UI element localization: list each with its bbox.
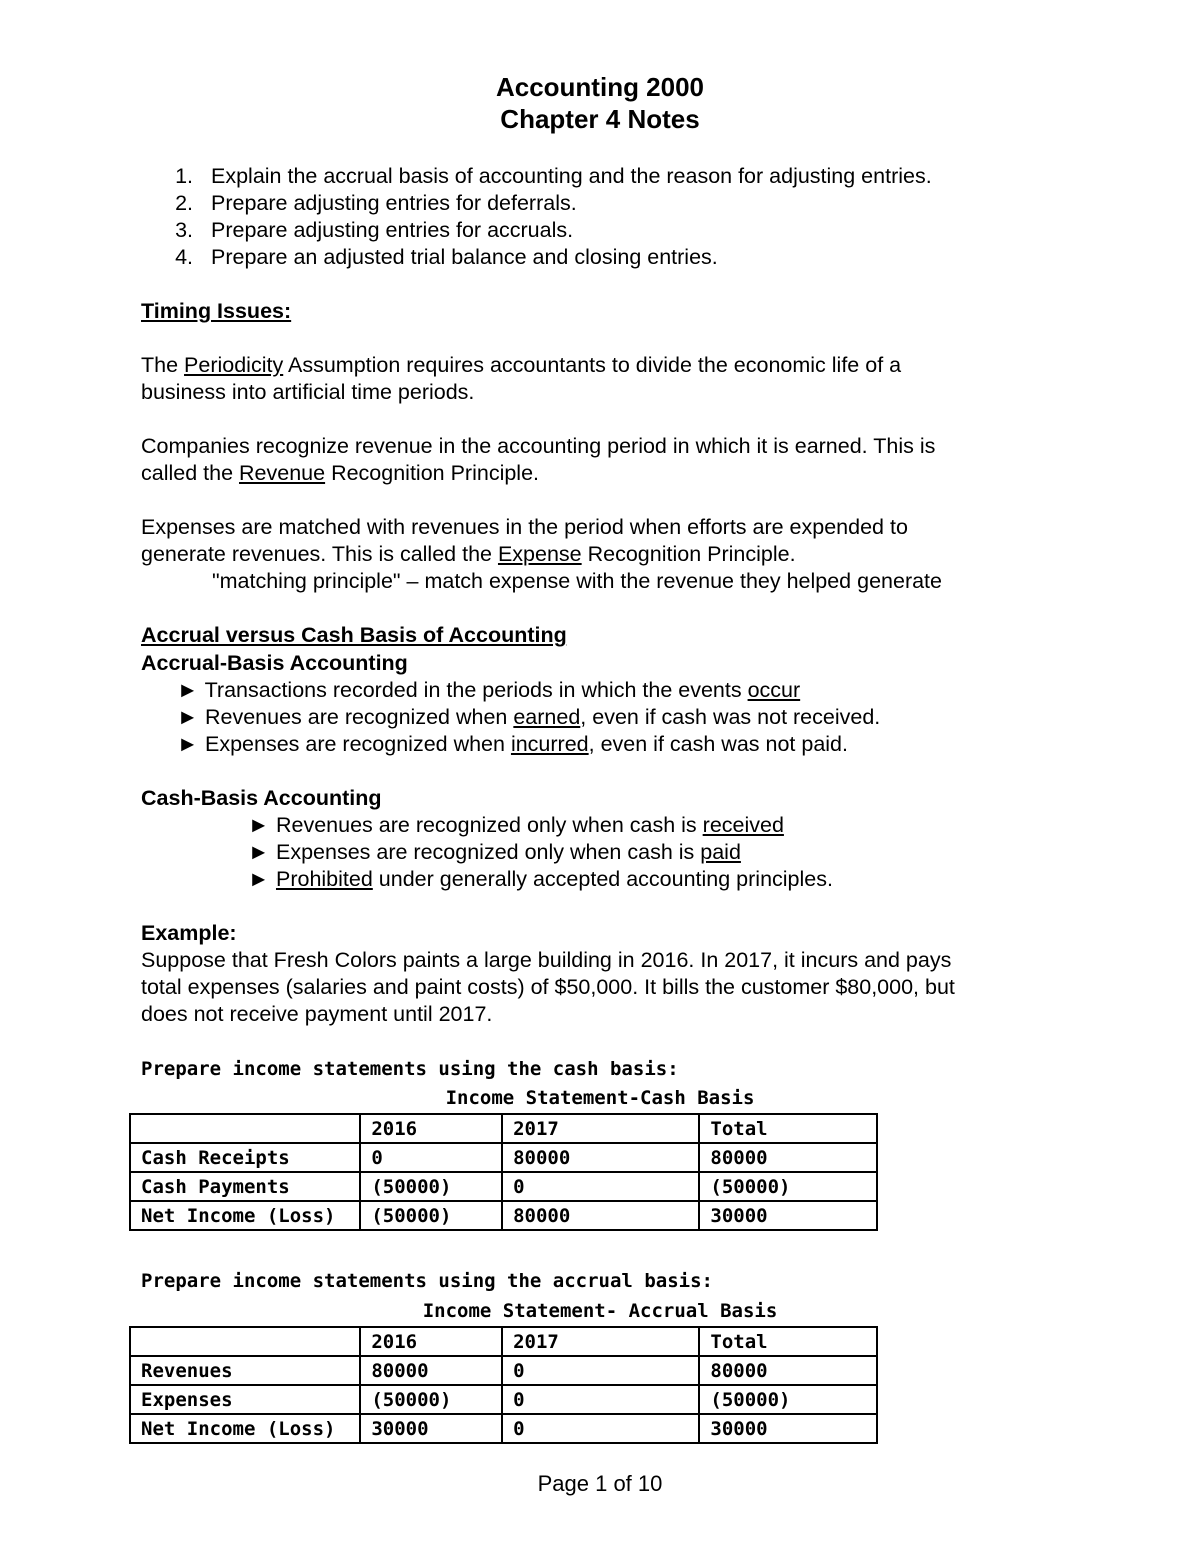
table-header-row bbox=[130, 1114, 877, 1143]
paragraph-line bbox=[141, 541, 796, 568]
text-span: Recognition Principle. bbox=[325, 461, 540, 485]
paragraph-line bbox=[141, 352, 901, 379]
list-number: 2. bbox=[175, 191, 193, 215]
accrual-basis-table bbox=[129, 1326, 878, 1444]
text-span: generate revenues. This is called the bbox=[141, 542, 498, 566]
paragraph-line: Companies recognize revenue in the accounting period in which it is earned. This is bbox=[141, 434, 936, 458]
text-span: Revenues are recognized when bbox=[204, 705, 514, 729]
table-row bbox=[130, 1172, 877, 1201]
doc-title: Accounting 2000 bbox=[495, 72, 705, 102]
table-cell: 80000 bbox=[699, 1356, 877, 1385]
underlined-term: earned bbox=[513, 705, 581, 729]
bullet-item bbox=[177, 677, 800, 704]
page-number: Page 1 of 10 bbox=[537, 1471, 663, 1496]
text-span: Assumption requires accountants to divide the economic life of a bbox=[283, 353, 902, 377]
list-number: 1. bbox=[175, 164, 193, 188]
paragraph-line: Suppose that Fresh Colors paints a large building in 2016. In 2017, it incurs and pays bbox=[141, 948, 952, 972]
text-span: , even if cash was not received. bbox=[580, 705, 881, 729]
bullet-item bbox=[248, 866, 833, 893]
paragraph-line: does not receive payment until 2017. bbox=[141, 1002, 493, 1026]
list-number: 4. bbox=[175, 245, 193, 269]
cash-basis-table bbox=[129, 1113, 878, 1231]
text-span: Expenses are recognized when bbox=[204, 732, 511, 756]
table-cell: 80000 bbox=[360, 1356, 502, 1385]
bullet-item bbox=[248, 812, 784, 839]
accrual-statement-caption: Income Statement- Accrual Basis bbox=[422, 1300, 778, 1322]
table-row bbox=[130, 1414, 877, 1443]
list-text: Explain the accrual basis of accounting and the reason for adjusting entries. bbox=[211, 164, 932, 188]
table-cell: Net Income (Loss) bbox=[130, 1414, 360, 1443]
table-row bbox=[130, 1143, 877, 1172]
table-cell: Cash Receipts bbox=[130, 1143, 360, 1172]
text-span: Revenues are recognized only when cash is bbox=[275, 813, 703, 837]
bullet-arrow-icon: ► bbox=[248, 813, 270, 837]
table-cell: 80000 bbox=[502, 1143, 699, 1172]
table-header-row bbox=[130, 1327, 877, 1356]
table-cell: Total bbox=[699, 1114, 877, 1143]
underlined-term: occur bbox=[747, 678, 801, 702]
table-cell: 0 bbox=[502, 1414, 699, 1443]
table-cell: 30000 bbox=[699, 1201, 877, 1230]
text-span: , even if cash was not paid. bbox=[588, 732, 848, 756]
underlined-term: Revenue bbox=[239, 461, 326, 485]
subheading-cash-basis: Cash-Basis Accounting bbox=[141, 786, 382, 810]
section-heading-example: Example: bbox=[141, 921, 237, 945]
table-cell: Net Income (Loss) bbox=[130, 1201, 360, 1230]
text-span: Recognition Principle. bbox=[581, 542, 796, 566]
subheading-accrual-basis: Accrual-Basis Accounting bbox=[141, 651, 408, 675]
table-row bbox=[130, 1356, 877, 1385]
table-cell: (50000) bbox=[699, 1172, 877, 1201]
table-cell: 2016 bbox=[360, 1327, 502, 1356]
table-row bbox=[130, 1385, 877, 1414]
bullet-arrow-icon: ► bbox=[248, 867, 270, 891]
paragraph-line: total expenses (salaries and paint costs) of $50,000. It bills the customer $80,000, but bbox=[141, 975, 955, 999]
list-number: 3. bbox=[175, 218, 193, 242]
text-span: under generally accepted accounting principles. bbox=[372, 867, 833, 891]
bullet-item bbox=[177, 731, 848, 758]
table-cell: (50000) bbox=[360, 1172, 502, 1201]
list-text: Prepare adjusting entries for accruals. bbox=[211, 218, 574, 242]
text-span: The bbox=[141, 353, 185, 377]
text-span: Expenses are recognized only when cash is bbox=[275, 840, 701, 864]
section-heading-accrual-vs-cash: Accrual versus Cash Basis of Accounting bbox=[141, 623, 567, 647]
underlined-term: incurred bbox=[510, 732, 589, 756]
paragraph-line: "matching principle" – match expense with the revenue they helped generate bbox=[212, 569, 942, 593]
cash-statement-prompt: Prepare income statements using the cash basis: bbox=[141, 1058, 679, 1080]
section-heading-timing: Timing Issues: bbox=[141, 299, 292, 323]
cash-statement-caption: Income Statement-Cash Basis bbox=[445, 1087, 755, 1109]
text-span: Transactions recorded in the periods in which the events bbox=[204, 678, 748, 702]
table-cell: (50000) bbox=[360, 1385, 502, 1414]
bullet-item bbox=[177, 704, 880, 731]
table-row bbox=[130, 1201, 877, 1230]
table-cell: 0 bbox=[502, 1172, 699, 1201]
table-cell: 80000 bbox=[699, 1143, 877, 1172]
accrual-statement-prompt: Prepare income statements using the accrual basis: bbox=[141, 1270, 713, 1292]
table-cell: 2017 bbox=[502, 1114, 699, 1143]
table-cell: (50000) bbox=[360, 1201, 502, 1230]
bullet-item bbox=[248, 839, 741, 866]
table-cell: 80000 bbox=[502, 1201, 699, 1230]
paragraph-line: Expenses are matched with revenues in the period when efforts are expended to bbox=[141, 515, 908, 539]
paragraph-line bbox=[141, 460, 539, 487]
table-cell: 2017 bbox=[502, 1327, 699, 1356]
table-cell: 30000 bbox=[360, 1414, 502, 1443]
bullet-arrow-icon: ► bbox=[177, 732, 199, 756]
table-cell bbox=[130, 1114, 360, 1143]
underlined-term: paid bbox=[700, 840, 741, 864]
table-cell: 2016 bbox=[360, 1114, 502, 1143]
underlined-term: received bbox=[702, 813, 784, 837]
table-cell: Total bbox=[699, 1327, 877, 1356]
table-cell bbox=[130, 1327, 360, 1356]
table-cell: Expenses bbox=[130, 1385, 360, 1414]
bullet-arrow-icon: ► bbox=[177, 678, 199, 702]
bullet-arrow-icon: ► bbox=[248, 840, 270, 864]
doc-subtitle: Chapter 4 Notes bbox=[500, 104, 700, 134]
table-cell: 0 bbox=[502, 1385, 699, 1414]
list-text: Prepare adjusting entries for deferrals. bbox=[211, 191, 577, 215]
bullet-arrow-icon: ► bbox=[177, 705, 199, 729]
underlined-term: Expense bbox=[497, 542, 582, 566]
underlined-term: Prohibited bbox=[275, 867, 373, 891]
table-cell: (50000) bbox=[699, 1385, 877, 1414]
list-text: Prepare an adjusted trial balance and closing entries. bbox=[211, 245, 718, 269]
table-cell: Cash Payments bbox=[130, 1172, 360, 1201]
table-cell: 0 bbox=[360, 1143, 502, 1172]
table-cell: Revenues bbox=[130, 1356, 360, 1385]
table-cell: 0 bbox=[502, 1356, 699, 1385]
table-cell: 30000 bbox=[699, 1414, 877, 1443]
text-span: called the bbox=[141, 461, 240, 485]
paragraph-line: business into artificial time periods. bbox=[141, 380, 475, 404]
underlined-term: Periodicity bbox=[184, 353, 284, 377]
